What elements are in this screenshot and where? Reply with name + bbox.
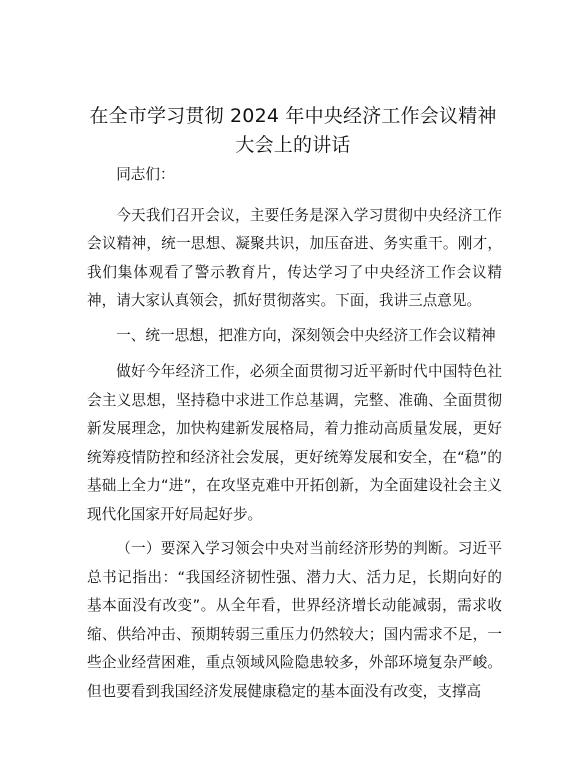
paragraph-intro: 今天我们召开会议，主要任务是深入学习贯彻中央经济工作会议精神，统一思想、凝聚共识，加压奋进、务实重干。刚才，我们集体观看了警示教育片，传达学习了中央经济工作会议精神，请大家认真领会，抓好贯彻落实。下面，我讲三点意见。: [87, 206, 502, 309]
section-heading-1: 一、统一思想，把准方向，深刻领会中央经济工作会议精神: [116, 326, 496, 344]
title-line-1: 在全市学习贯彻 2024 年中央经济工作会议精神: [89, 105, 497, 127]
paragraph-subsection-1: （一）要深入学习领会中央对当前经济形势的判断。习近平总书记指出：“我国经济韧性强、潜力大、活力足，长期向好的基本面没有改变”。从全年看，世界经济增长动能减弱，需求收缩、供给冲击、预期转弱三重压力仍然较大；国内需求不足，一些企业经营困难，重点领域风险隐患较多，外部环境复杂严峻。但也要看到我国经济发展健康稳定的基本面没有改变，支撑高: [87, 540, 502, 700]
document-title: [60, 102, 526, 160]
title-line-2: 大会上的讲话: [235, 134, 351, 156]
greeting: 同志们：: [116, 166, 175, 183]
document-body: [87, 161, 502, 712]
paragraph-section-1: 做好今年经济工作，必须全面贯彻习近平新时代中国特色社会主义思想，坚持稳中求进工作总基调，完整、准确、全面贯彻新发展理念，加快构建新发展格局，着力推动高质量发展，更好统筹疫情防控和经济社会发展，更好统筹发展和安全，在“稳”的基础上全力“进”，在攻坚克难中开拓创新，为全面建设社会主义现代化国家开好局起好步。: [87, 363, 502, 523]
